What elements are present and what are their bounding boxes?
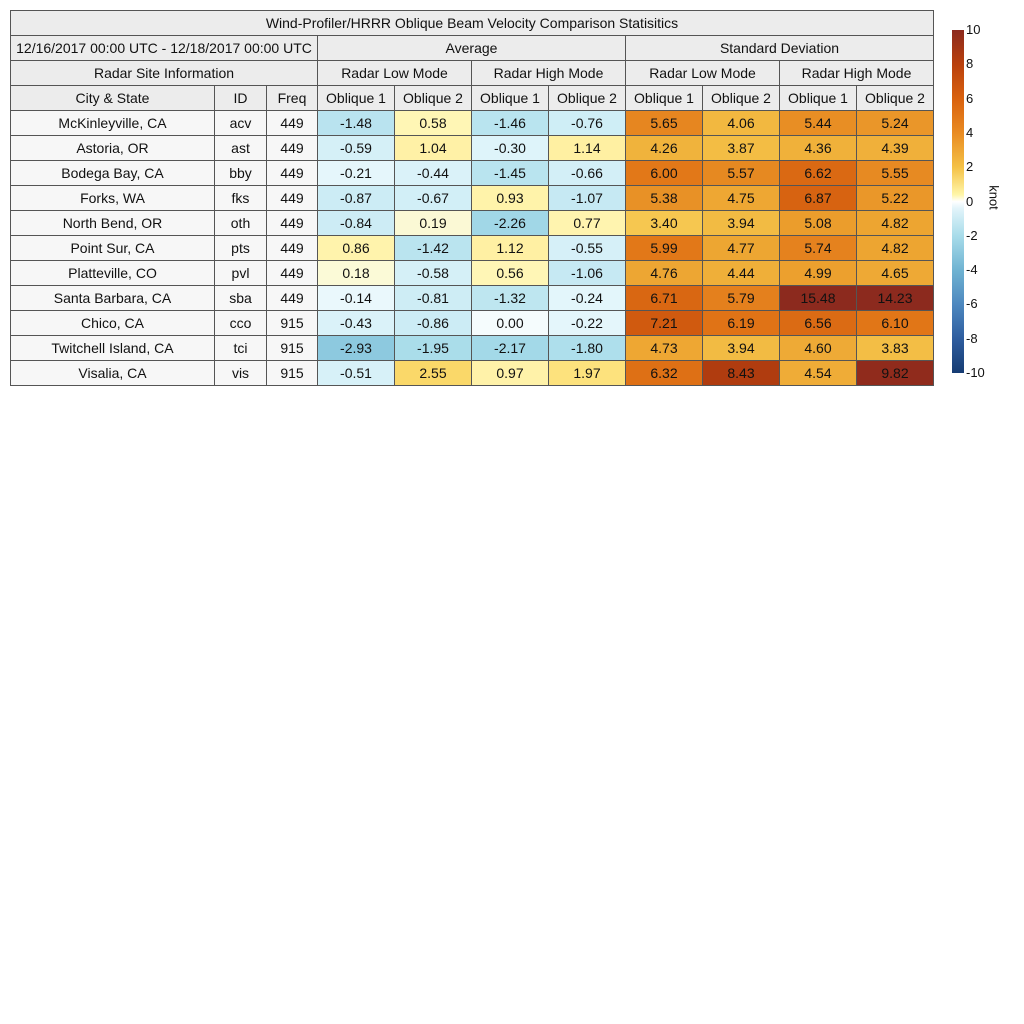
heatmap-cell: -0.58: [395, 261, 472, 286]
heatmap-cell: 5.44: [780, 111, 857, 136]
table-row: [11, 186, 934, 211]
heatmap-cell: -0.22: [549, 311, 626, 336]
site-id-cell: vis: [215, 361, 267, 386]
colorbar-tick-label: 2: [966, 159, 974, 175]
heatmap-cell: 4.65: [857, 261, 934, 286]
table-row: [11, 261, 934, 286]
heatmap-cell: 0.19: [395, 211, 472, 236]
heatmap-cell: 5.22: [857, 186, 934, 211]
colorbar-tick-label: -8: [966, 330, 978, 346]
heatmap-cell: 4.73: [626, 336, 703, 361]
column-header: Oblique 2: [549, 86, 626, 111]
site-city-cell: McKinleyville, CA: [11, 111, 215, 136]
heatmap-cell: 6.32: [626, 361, 703, 386]
heatmap-cell: 5.74: [780, 236, 857, 261]
heatmap-cell: 3.83: [857, 336, 934, 361]
heatmap-cell: -0.14: [318, 286, 395, 311]
heatmap-cell: -0.86: [395, 311, 472, 336]
heatmap-cell: 4.77: [703, 236, 780, 261]
heatmap-cell: 6.71: [626, 286, 703, 311]
site-freq-cell: 915: [267, 311, 318, 336]
heatmap-cell: 3.40: [626, 211, 703, 236]
site-id-cell: pts: [215, 236, 267, 261]
column-header: Freq: [267, 86, 318, 111]
column-header: Oblique 2: [703, 86, 780, 111]
heatmap-cell: 5.55: [857, 161, 934, 186]
mode-header: Radar Low Mode: [626, 61, 780, 86]
heatmap-cell: -0.44: [395, 161, 472, 186]
date-range: 12/16/2017 00:00 UTC - 12/18/2017 00:00 UTC: [11, 36, 318, 61]
heatmap-cell: 0.56: [472, 261, 549, 286]
table-row: [11, 311, 934, 336]
site-id-cell: ast: [215, 136, 267, 161]
heatmap-cell: 0.18: [318, 261, 395, 286]
heatmap-cell: 6.00: [626, 161, 703, 186]
heatmap-cell: 1.14: [549, 136, 626, 161]
heatmap-cell: 5.79: [703, 286, 780, 311]
colorbar-tick-label: 0: [966, 193, 974, 209]
heatmap-cell: 5.57: [703, 161, 780, 186]
heatmap-cell: 6.87: [780, 186, 857, 211]
column-header: Oblique 1: [780, 86, 857, 111]
column-header: Oblique 1: [626, 86, 703, 111]
heatmap-cell: 4.54: [780, 361, 857, 386]
heatmap-cell: 0.97: [472, 361, 549, 386]
site-city-cell: Forks, WA: [11, 186, 215, 211]
heatmap-cell: 0.00: [472, 311, 549, 336]
site-freq-cell: 449: [267, 211, 318, 236]
site-city-cell: Astoria, OR: [11, 136, 215, 161]
table-row: [11, 136, 934, 161]
heatmap-cell: 3.94: [703, 211, 780, 236]
heatmap-cell: 4.39: [857, 136, 934, 161]
heatmap-cell: 0.58: [395, 111, 472, 136]
heatmap-cell: 4.76: [626, 261, 703, 286]
heatmap-cell: -0.87: [318, 186, 395, 211]
heatmap-cell: -2.17: [472, 336, 549, 361]
heatmap-cell: 4.44: [703, 261, 780, 286]
table-row: [11, 111, 934, 136]
colorbar-tick-label: 6: [966, 90, 974, 106]
heatmap-cell: -0.51: [318, 361, 395, 386]
table-title: Wind-Profiler/HRRR Oblique Beam Velocity Comparison Statisitics: [11, 11, 934, 36]
column-header: ID: [215, 86, 267, 111]
colorbar-tick-label: -6: [966, 296, 978, 312]
heatmap-cell: 3.87: [703, 136, 780, 161]
column-header: Oblique 2: [395, 86, 472, 111]
site-id-cell: acv: [215, 111, 267, 136]
site-id-cell: sba: [215, 286, 267, 311]
site-city-cell: Bodega Bay, CA: [11, 161, 215, 186]
site-freq-cell: 449: [267, 186, 318, 211]
heatmap-cell: 6.19: [703, 311, 780, 336]
colorbar-tick-label: -4: [966, 262, 978, 278]
heatmap-cell: 4.82: [857, 211, 934, 236]
site-city-cell: Santa Barbara, CA: [11, 286, 215, 311]
heatmap-cell: 4.36: [780, 136, 857, 161]
heatmap-cell: 5.38: [626, 186, 703, 211]
heatmap-cell: 8.43: [703, 361, 780, 386]
heatmap-cell: 6.56: [780, 311, 857, 336]
site-freq-cell: 915: [267, 361, 318, 386]
table-row: [11, 211, 934, 236]
heatmap-cell: 4.06: [703, 111, 780, 136]
heatmap-cell: -1.48: [318, 111, 395, 136]
heatmap-cell: -0.81: [395, 286, 472, 311]
heatmap-cell: 0.86: [318, 236, 395, 261]
average-header: Average: [318, 36, 626, 61]
table-row: [11, 161, 934, 186]
site-city-cell: Chico, CA: [11, 311, 215, 336]
colorbar-tick-label: 10: [966, 22, 981, 37]
heatmap-cell: -0.59: [318, 136, 395, 161]
table-row: [11, 286, 934, 311]
colorbar-label: knot: [986, 185, 1002, 210]
heatmap-cell: -1.32: [472, 286, 549, 311]
site-city-cell: North Bend, OR: [11, 211, 215, 236]
site-city-cell: Visalia, CA: [11, 361, 215, 386]
heatmap-cell: -0.24: [549, 286, 626, 311]
heatmap-cell: -0.67: [395, 186, 472, 211]
table-row: [11, 361, 934, 386]
heatmap-cell: 4.75: [703, 186, 780, 211]
heatmap-cell: -1.07: [549, 186, 626, 211]
site-freq-cell: 449: [267, 111, 318, 136]
colorbar-tick-label: -2: [966, 227, 978, 243]
site-info-header: Radar Site Information: [11, 61, 318, 86]
site-city-cell: Point Sur, CA: [11, 236, 215, 261]
heatmap-cell: 1.97: [549, 361, 626, 386]
heatmap-cell: 6.62: [780, 161, 857, 186]
heatmap-cell: -1.95: [395, 336, 472, 361]
heatmap-cell: 5.08: [780, 211, 857, 236]
site-id-cell: oth: [215, 211, 267, 236]
heatmap-cell: -0.76: [549, 111, 626, 136]
heatmap-cell: 4.60: [780, 336, 857, 361]
column-header: Oblique 2: [857, 86, 934, 111]
site-city-cell: Platteville, CO: [11, 261, 215, 286]
heatmap-cell: 4.82: [857, 236, 934, 261]
heatmap-cell: 0.77: [549, 211, 626, 236]
site-freq-cell: 449: [267, 261, 318, 286]
heatmap-cell: 14.23: [857, 286, 934, 311]
heatmap-cell: 5.99: [626, 236, 703, 261]
heatmap-cell: -0.84: [318, 211, 395, 236]
heatmap-cell: -1.45: [472, 161, 549, 186]
mode-header: Radar High Mode: [780, 61, 934, 86]
heatmap-cell: 5.24: [857, 111, 934, 136]
site-freq-cell: 449: [267, 136, 318, 161]
site-city-cell: Twitchell Island, CA: [11, 336, 215, 361]
heatmap-cell: 5.65: [626, 111, 703, 136]
table-row: [11, 236, 934, 261]
column-header: City & State: [11, 86, 215, 111]
site-freq-cell: 915: [267, 336, 318, 361]
table-row: [11, 336, 934, 361]
std-dev-header: Standard Deviation: [626, 36, 934, 61]
heatmap-cell: 15.48: [780, 286, 857, 311]
heatmap-cell: -1.42: [395, 236, 472, 261]
site-id-cell: pvl: [215, 261, 267, 286]
heatmap-cell: 1.12: [472, 236, 549, 261]
heatmap-cell: -0.55: [549, 236, 626, 261]
heatmap-cell: -1.80: [549, 336, 626, 361]
site-id-cell: fks: [215, 186, 267, 211]
heatmap-cell: 3.94: [703, 336, 780, 361]
heatmap-cell: 6.10: [857, 311, 934, 336]
heatmap-cell: -1.06: [549, 261, 626, 286]
heatmap-cell: -2.26: [472, 211, 549, 236]
heatmap-cell: -0.66: [549, 161, 626, 186]
heatmap-cell: -1.46: [472, 111, 549, 136]
mode-header: Radar High Mode: [472, 61, 626, 86]
heatmap-cell: -2.93: [318, 336, 395, 361]
stats-table: [10, 10, 934, 386]
colorbar: [952, 30, 964, 373]
heatmap-cell: 0.93: [472, 186, 549, 211]
heatmap-cell: 4.26: [626, 136, 703, 161]
column-header: Oblique 1: [318, 86, 395, 111]
site-freq-cell: 449: [267, 161, 318, 186]
site-id-cell: cco: [215, 311, 267, 336]
heatmap-cell: -0.43: [318, 311, 395, 336]
site-id-cell: tci: [215, 336, 267, 361]
heatmap-cell: 2.55: [395, 361, 472, 386]
mode-header: Radar Low Mode: [318, 61, 472, 86]
colorbar-tick-label: 8: [966, 56, 974, 72]
heatmap-cell: 7.21: [626, 311, 703, 336]
heatmap-cell: 9.82: [857, 361, 934, 386]
colorbar-tick-label: -10: [966, 365, 985, 380]
site-id-cell: bby: [215, 161, 267, 186]
heatmap-cell: 1.04: [395, 136, 472, 161]
site-freq-cell: 449: [267, 286, 318, 311]
heatmap-cell: -0.30: [472, 136, 549, 161]
column-header: Oblique 1: [472, 86, 549, 111]
heatmap-cell: -0.21: [318, 161, 395, 186]
site-freq-cell: 449: [267, 236, 318, 261]
heatmap-cell: 4.99: [780, 261, 857, 286]
colorbar-tick-label: 4: [966, 124, 974, 140]
table-body: [11, 111, 934, 386]
